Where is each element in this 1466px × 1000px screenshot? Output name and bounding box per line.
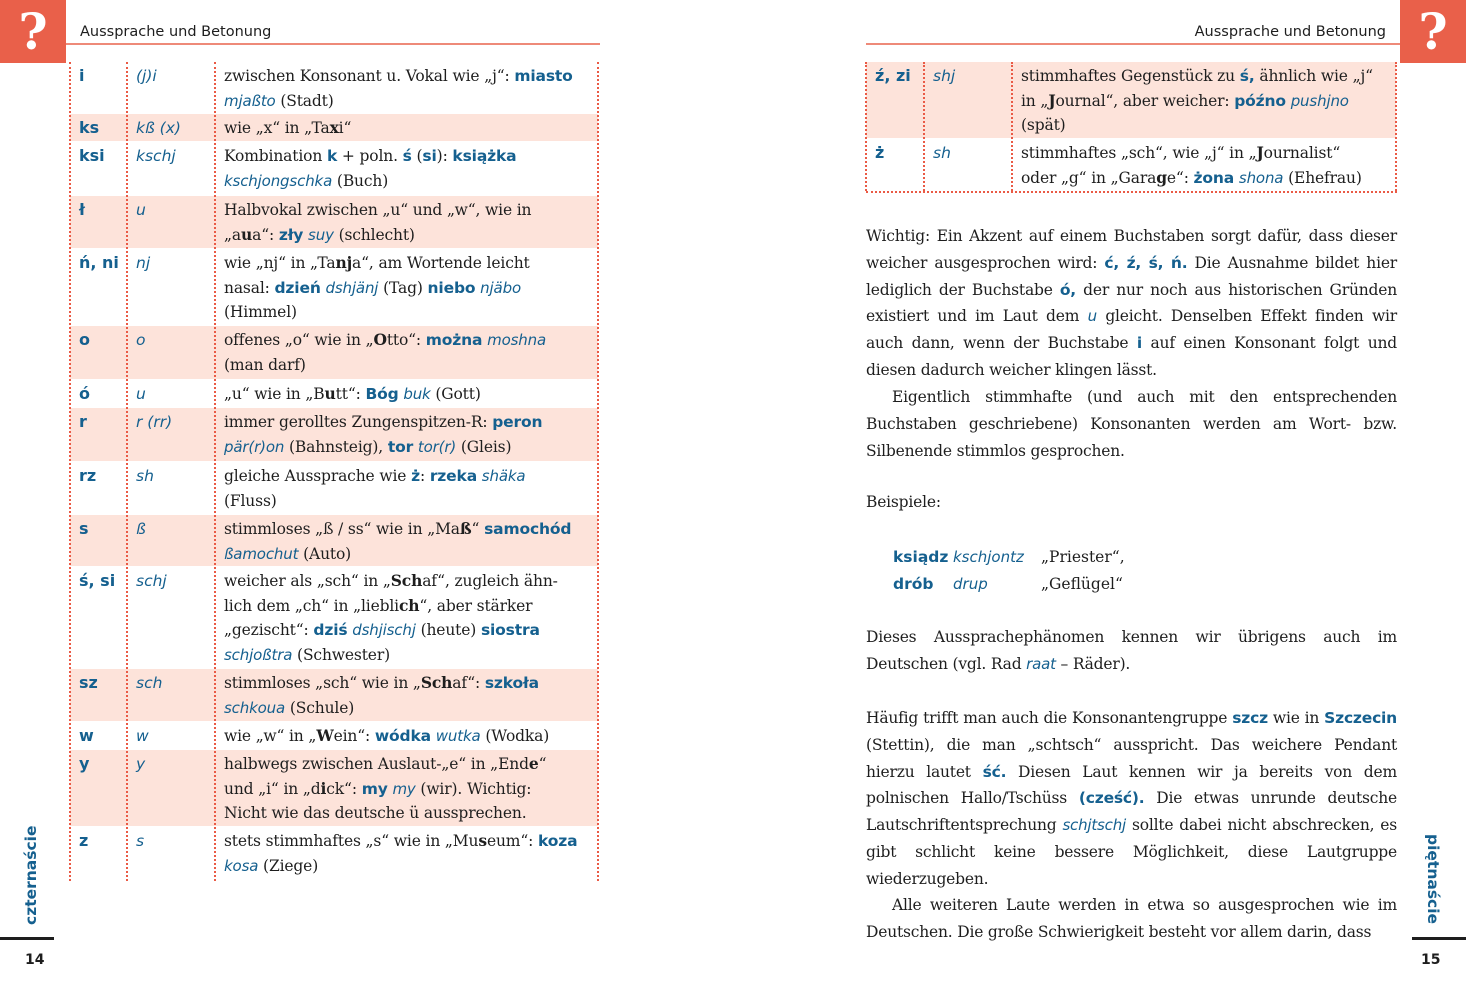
phonetic-spelling: dshjänj	[325, 278, 379, 297]
emphasized-letter: x	[329, 118, 339, 137]
phonetic-transcription: u	[136, 385, 146, 403]
phonetic-spelling: shäka	[481, 467, 526, 485]
footer-rule-left	[0, 937, 54, 940]
meaning: „Priester“,	[1041, 548, 1125, 566]
description	[224, 326, 595, 377]
phonetic-spelling: shona	[1238, 168, 1284, 187]
phonetic-transcription: sh	[136, 467, 154, 485]
text-run: stimmhaftes „sch“, wie „j“ in „	[1021, 144, 1257, 162]
description	[224, 142, 595, 193]
description	[224, 408, 595, 459]
page-number-right: 15	[1421, 952, 1441, 968]
polish-letter: ź, zi	[875, 66, 911, 85]
polish-letter: ń, ni	[79, 253, 119, 272]
polish-letter: ś, si	[79, 571, 116, 590]
paragraph	[866, 489, 1397, 516]
text-run: ck“:	[326, 779, 362, 798]
polish-word: rzeka	[429, 467, 478, 485]
table-row	[866, 139, 1396, 191]
text-run: “, aber stärker	[419, 596, 533, 615]
phonetic-transcription: schj	[136, 572, 167, 590]
phonetic-spelling: u	[1087, 307, 1097, 326]
running-head-left: Aussprache und Betonung	[80, 24, 272, 40]
polish-word: peron	[492, 413, 543, 431]
phonetic-transcription: kß (x)	[136, 119, 181, 137]
description	[224, 515, 595, 566]
text-run: tt“:	[335, 385, 366, 403]
text-run: wie „x“ in „Ta	[224, 119, 330, 137]
emphasized-letter: g	[1156, 167, 1167, 187]
polish-word: ksiądz	[893, 548, 949, 566]
text-run: (Schule)	[285, 698, 355, 717]
text-run: stets stimmhaftes „s“ wie in „Mu	[224, 832, 479, 850]
text-run: offenes „o“ wie in „	[224, 331, 374, 349]
text-run: in „	[1021, 91, 1049, 110]
text-run: nasal:	[224, 278, 275, 297]
emphasized-letter: ß	[459, 519, 472, 538]
polish-word: szkoła	[484, 674, 539, 692]
table-row	[70, 62, 598, 114]
phonetic-transcription: shj	[933, 67, 956, 85]
emphasized-letter: e	[528, 754, 539, 773]
paragraph	[866, 624, 1397, 678]
pronunciation-table-left	[70, 62, 598, 881]
description	[224, 62, 595, 113]
column-divider	[597, 62, 599, 881]
text-run: weicher als „sch“ in „	[224, 572, 391, 590]
text-run: (Buch)	[332, 171, 389, 190]
text-run: ein“:	[333, 727, 375, 745]
phonetic-transcription: (j)i	[136, 67, 157, 85]
question-mark-icon: ?	[1400, 0, 1466, 63]
phonetic-spelling: ßamochut	[224, 544, 299, 563]
table-row	[70, 567, 598, 669]
text-run: (Stadt)	[275, 91, 334, 110]
table-row	[70, 750, 598, 827]
description	[224, 750, 595, 826]
emphasized-letter: W	[316, 726, 334, 745]
phonetic-spelling: schjtschj	[1062, 816, 1126, 835]
polish-letter: r	[79, 412, 87, 431]
text-run: eum“:	[486, 832, 538, 850]
example-row	[893, 571, 1123, 598]
text-run: e“:	[1166, 168, 1194, 187]
phonetic-spelling: kschjontz	[953, 548, 1024, 566]
text-run: Wichtig: Ein Akzent auf einem Buchstaben sorgt dafür, dass dieser weicher ausgesprochen wird:	[866, 227, 1397, 272]
polish-word: drób	[893, 575, 934, 593]
text-run: tto“:	[386, 331, 426, 349]
polish-letter: ó	[79, 384, 90, 403]
page-number-left: 14	[25, 952, 45, 968]
description	[224, 827, 595, 878]
emphasized-letter: s	[478, 831, 487, 850]
polish-letter: s	[79, 519, 89, 538]
polish-word: żona	[1193, 168, 1235, 187]
emphasized-letter: i	[320, 778, 327, 798]
phonetic-transcription: sh	[933, 144, 951, 162]
polish-word: ż	[411, 467, 420, 485]
phonetic-spelling: dshjischj	[352, 621, 416, 639]
text-run: der nur noch aus historischen Gründen existiert und im Laut dem	[866, 280, 1397, 326]
phonetic-spelling: kschjongschka	[224, 171, 333, 190]
text-run: stimmloses „sch“ wie in „	[224, 674, 421, 692]
text-run: :	[419, 467, 430, 485]
polish-letter: ż	[875, 143, 885, 162]
text-run: wie in	[1267, 709, 1325, 727]
polish-word: si	[422, 147, 437, 165]
phonetic-spelling: tor(r)	[417, 437, 457, 456]
text-run: (Tag)	[378, 278, 428, 297]
polish-letter: sz	[79, 673, 98, 692]
text-run: (spät)	[1021, 116, 1066, 134]
polish-word: siostra	[480, 621, 540, 639]
phonetic-transcription: kschj	[136, 147, 176, 165]
emphasized-letter: Sch	[390, 571, 423, 590]
text-run: gleiche Aussprache wie	[224, 467, 412, 485]
polish-word: szcz	[1232, 709, 1268, 727]
column-divider	[69, 62, 71, 881]
text-run: Dieses Aussprachephänomen kennen wir übrigens auch im Deutschen (vgl. Rad	[866, 628, 1397, 673]
text-run: Kombination	[224, 147, 327, 165]
text-run: wie „nj“ in „Ta	[224, 254, 336, 272]
description	[224, 567, 595, 667]
text-run: (Stettin), die man „schtsch“ ausspricht. Das weichere Pendant hierzu lautet	[866, 735, 1397, 781]
text-run: (Gott)	[430, 385, 481, 403]
table-row	[70, 827, 598, 881]
text-run: immer gerolltes Zungenspitzen-R:	[224, 413, 493, 431]
text-run: oder „g“ in „Gara	[1021, 168, 1157, 187]
phonetic-spelling: schkoua	[224, 698, 286, 717]
text-run: af“, zugleich ähn-	[422, 572, 558, 590]
text-run: ähnlich wie „j“	[1254, 67, 1373, 85]
polish-word: ś	[402, 147, 412, 165]
emphasized-letter: u	[240, 224, 253, 244]
phonetic-transcription: r (rr)	[136, 413, 173, 431]
paragraph	[866, 892, 1397, 946]
text-run: (Ziege)	[258, 856, 319, 875]
polish-word: dziś	[313, 621, 348, 639]
meaning: „Geflügel“	[1041, 575, 1123, 593]
phonetic-transcription: w	[136, 727, 149, 745]
text-run: Häufig trifft man auch die Konsonantengruppe	[866, 709, 1233, 727]
text-run: (Schwester)	[292, 645, 390, 664]
table-row	[70, 669, 598, 722]
text-run: „gezischt“:	[224, 621, 314, 639]
running-head-right: Aussprache und Betonung	[1194, 24, 1386, 40]
description	[1021, 139, 1393, 190]
polish-letter: w	[79, 726, 94, 745]
text-run: (Fluss)	[224, 491, 277, 510]
polish-word: Bóg	[365, 385, 399, 403]
polish-word: ó,	[1059, 280, 1076, 299]
text-run: Die Ausnahme bildet hier lediglich der Buchstabe	[866, 253, 1398, 299]
text-run: Diesen Laut kennen wir ja bereits von dem polnischen Hallo/Tschüss	[866, 762, 1397, 808]
column-divider	[1395, 62, 1397, 191]
text-run: halbwegs zwischen Auslaut-„e“ in „End	[224, 755, 529, 773]
column-divider	[1011, 62, 1013, 191]
text-run: wie „w“ in „	[224, 727, 317, 745]
text-run: Beispiele:	[866, 493, 941, 511]
polish-word: Szczecin	[1324, 709, 1397, 727]
text-run: (	[411, 147, 423, 165]
text-run: i“	[338, 119, 352, 137]
emphasized-letter: J	[1048, 90, 1056, 110]
emphasized-letter: J	[1256, 143, 1264, 162]
column-divider	[865, 62, 867, 191]
phonetic-spelling: njäbo	[480, 278, 521, 297]
text-run: Halbvokal zwischen „u“ und „w“, wie in	[224, 201, 532, 219]
table-row	[70, 326, 598, 380]
phonetic-transcription: s	[136, 832, 145, 850]
text-run: ournalist“	[1263, 144, 1341, 162]
text-run: (schlecht)	[333, 225, 415, 244]
description	[224, 114, 595, 141]
phonetic-transcription: o	[136, 331, 146, 349]
phonetic-spelling: pär(r)on	[224, 437, 285, 456]
text-run: ):	[436, 147, 453, 165]
description	[224, 249, 595, 325]
polish-word: i	[1136, 334, 1143, 353]
polish-word: można	[425, 331, 483, 349]
polish-word: późno	[1234, 91, 1286, 110]
paragraph	[866, 223, 1397, 384]
text-run: Nicht wie das deutsche ü aussprechen.	[224, 804, 527, 822]
phonetic-transcription: y	[136, 755, 146, 773]
text-run: (man darf)	[224, 355, 306, 374]
table-row	[70, 408, 598, 462]
polish-word: dzień	[274, 278, 321, 297]
text-run: “	[538, 755, 547, 773]
polish-letter: ks	[79, 118, 100, 137]
description	[224, 722, 595, 749]
phonetic-spelling: suy	[308, 225, 334, 244]
phonetic-transcription: nj	[136, 254, 151, 272]
text-run: af“:	[452, 674, 485, 692]
emphasized-letter: Sch	[420, 673, 453, 692]
phonetic-spelling: kosa	[224, 856, 259, 875]
description	[224, 380, 595, 407]
polish-letter: rz	[79, 466, 97, 485]
table-row	[70, 114, 598, 142]
polish-word: ć, ź, ś, ń.	[1104, 253, 1188, 272]
text-run: Die etwas unrunde deutsche Lautschriftentsprechung	[866, 789, 1398, 835]
polish-word: koza	[537, 832, 578, 850]
text-run: Eigentlich stimmhafte (und auch mit den entsprechenden Buchstaben geschriebene) Konsonanten werden am Wort- bzw. Silbenende stimmlos gesprochen.	[866, 388, 1397, 460]
table-row	[70, 196, 598, 249]
text-run: (wir). Wichtig:	[415, 779, 532, 798]
description	[224, 462, 595, 513]
polish-word: samochód	[484, 520, 572, 538]
polish-word: (cześć).	[1078, 789, 1145, 808]
text-run: “	[471, 520, 485, 538]
polish-letter: ł	[79, 200, 85, 219]
side-page-word-left: czternaście	[22, 825, 40, 925]
text-run: sollte dabei nicht abschrecken, es gibt schlicht keine bessere Möglichkeit, diese Lautgruppe wiederzugeben.	[866, 816, 1397, 888]
text-run: Alle weiteren Laute werden in etwa so ausgesprochen wie im Deutschen. Die große Schwierigkeit besteht vor allem darin, dass	[866, 896, 1397, 941]
paragraph	[866, 384, 1397, 464]
table-row	[70, 462, 598, 515]
polish-word: ś,	[1239, 67, 1255, 85]
text-run: – Räder).	[1055, 654, 1131, 673]
table-row	[866, 62, 1396, 139]
description	[1021, 62, 1393, 138]
table-bottom-border	[866, 191, 1397, 193]
phonetic-transcription: sch	[136, 674, 163, 692]
text-run: „a	[224, 225, 241, 244]
text-run: lich dem „ch“ in „liebli	[224, 596, 399, 615]
table-row	[70, 515, 598, 567]
description	[224, 669, 595, 720]
text-run: (Himmel)	[224, 303, 297, 321]
polish-letter: o	[79, 330, 90, 349]
polish-word: k	[326, 147, 338, 165]
phonetic-spelling: moshna	[487, 331, 547, 349]
text-run: a“:	[252, 225, 279, 244]
table-row	[70, 249, 598, 326]
phonetic-spelling: mjaßto	[224, 91, 276, 110]
footer-rule-right	[1412, 937, 1466, 940]
column-divider	[126, 62, 128, 881]
phonetic-transcription: u	[136, 201, 146, 219]
polish-word: zły	[278, 225, 304, 244]
polish-word: niebo	[427, 278, 476, 297]
side-page-word-right: piętnaście	[1424, 834, 1442, 925]
text-run: (Gleis)	[456, 437, 512, 456]
text-run: ournal“, aber weicher:	[1055, 91, 1235, 110]
column-divider	[923, 62, 925, 191]
phonetic-spelling: wutka	[435, 727, 481, 745]
phonetic-spelling: my	[392, 779, 416, 798]
phonetic-spelling: drup	[953, 575, 988, 593]
text-run: (Auto)	[298, 544, 352, 563]
phonetic-spelling: schjoßtra	[224, 645, 293, 664]
text-run: + poln.	[337, 147, 403, 165]
phonetic-spelling: buk	[403, 385, 431, 403]
text-run: gleicht. Denselben Effekt finden wir auch dann, wenn der Buchstabe	[866, 307, 1397, 353]
phonetic-transcription: ß	[136, 520, 146, 538]
text-run: (heute)	[415, 621, 481, 639]
table-row	[70, 380, 598, 408]
text-run: „u“ wie in „B	[224, 385, 325, 403]
polish-letter: ksi	[79, 146, 105, 165]
text-run: stimmhaftes Gegenstück zu	[1021, 67, 1240, 85]
text-run: a“, am Wortende leicht	[352, 254, 530, 272]
column-divider	[214, 62, 216, 881]
paragraph	[866, 705, 1397, 893]
polish-word: my	[361, 779, 388, 798]
question-mark-icon: ?	[0, 0, 66, 63]
phonetic-spelling: pushjno	[1290, 91, 1349, 110]
text-run: (Wodka)	[480, 727, 550, 745]
table-row	[70, 722, 598, 750]
polish-word: tor	[387, 437, 414, 456]
emphasized-letter: u	[324, 384, 336, 403]
text-run: auf einen Konsonant folgt und diesen dadurch weicher klingen lässt.	[866, 334, 1397, 379]
polish-letter: y	[79, 754, 90, 773]
pronunciation-table-right	[866, 62, 1396, 191]
emphasized-letter: O	[373, 330, 387, 349]
polish-letter: i	[79, 66, 85, 85]
example-row	[893, 544, 1125, 571]
header-rule-left	[66, 43, 600, 45]
emphasized-letter: ch	[399, 595, 420, 615]
text-run: (Bahnsteig),	[284, 437, 388, 456]
polish-letter: z	[79, 831, 89, 850]
text-run: stimmloses „ß / ss“ wie in „Ma	[224, 520, 460, 538]
phonetic-spelling: raat	[1026, 654, 1056, 673]
text-run: zwischen Konsonant u. Vokal wie „j“:	[224, 67, 515, 85]
text-run: (Ehefrau)	[1283, 168, 1362, 187]
header-rule-right	[866, 43, 1400, 45]
polish-word: książka	[452, 147, 517, 165]
emphasized-letter: nj	[335, 253, 353, 272]
polish-word: ść.	[982, 762, 1007, 781]
polish-word: miasto	[514, 67, 573, 85]
polish-word: wódka	[374, 727, 431, 745]
table-row	[70, 142, 598, 196]
text-run: und „i“ in „d	[224, 779, 321, 798]
description	[224, 196, 595, 247]
